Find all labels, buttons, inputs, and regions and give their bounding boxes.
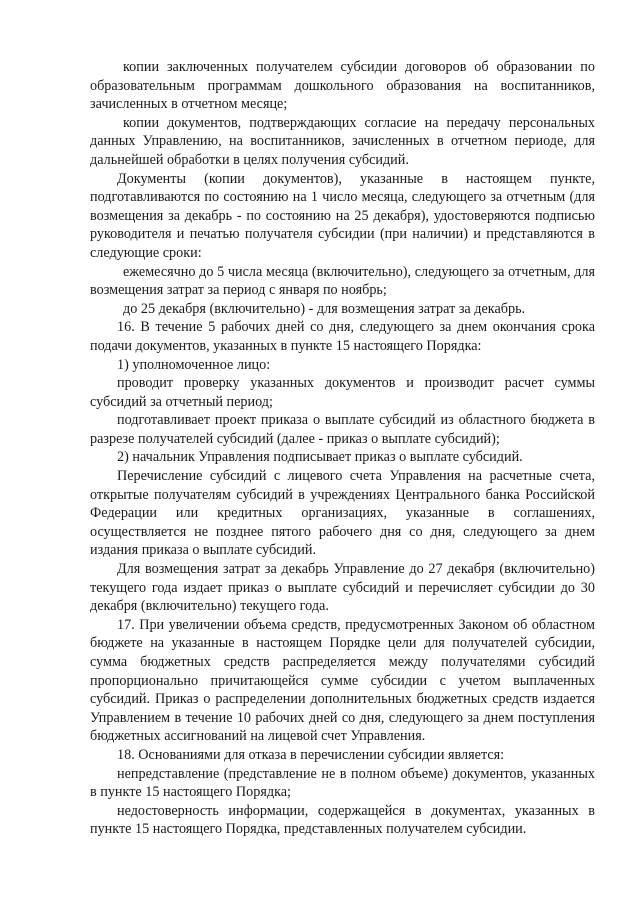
paragraph-item-17: 17. При увеличении объема средств, предусмотренных Законом об областном бюджете на указанные в настоящем Порядке цели для получателей субсидии, сумма бюджетных средств распределяется между получателями субсидий пропорционально причитающейся сумме субсидии с учетом выплаченных субсидий. Приказ о распределении дополнительных бюджетных средств издается Управлением в течение 10 рабочих дней со дня, следующего за днем поступления бюджетных ассигнований на лицевой счет Управления. xyxy=(90,616,595,745)
paragraph-authorized-person: 1) уполномоченное лицо: xyxy=(117,356,271,373)
paragraph-december-deadline: до 25 декабря (включительно) - для возмещения затрат за декабрь. xyxy=(123,300,526,317)
paragraph-check-documents: проводит проверку указанных документов и производит расчет суммы субсидий за отчетный период; xyxy=(90,375,595,410)
paragraph-documents-preparation: Документы (копии документов), указанные в настоящем пункте, подготавливаются по состоянию на 1 число месяца, следующего за отчетным (для возмещения за декабрь - по состоянию на 25 декабря), удостоверяются подписью руководителя и печатью получателя субсидии (при наличии) и представляются в следующие сроки: xyxy=(90,170,595,261)
paragraph-monthly-deadline: ежемесячно до 5 числа месяца (включительно), следующего за отчетным, для возмещения затрат за период с января по ноябрь; xyxy=(90,263,595,299)
paragraph-consent-copies: копии документов, подтверждающих согласие на передачу персональных данных Управлению, на воспитанников, зачисленных в отчетном периоде, для дальнейшей обработки в целях получения субсидий. xyxy=(90,114,595,168)
paragraph-contracts-copies: копии заключенных получателем субсидии договоров об образовании по образовательным программам дошкольного образования на воспитанников, зачисленных в отчетном месяце; xyxy=(90,59,595,113)
paragraph-non-submission: непредставление (представление не в полном объеме) документов, указанных в пункте 15 настоящего Порядка; xyxy=(90,765,595,801)
document-page xyxy=(90,58,595,839)
paragraph-head-signs: 2) начальник Управления подписывает приказ о выплате субсидий. xyxy=(117,449,523,466)
paragraph-item-18: 18. Основаниями для отказа в перечислении субсидии является: xyxy=(117,746,505,763)
paragraph-transfer-subsidies: Перечисление субсидий с лицевого счета Управления на расчетные счета, открытые получателям субсидий в учреждениях Центрального банка Российской Федерации или кредитных организациях, указанные в соглашениях, осуществляется не позднее пятого рабочего дня со дня, следующего за днем издания приказа о выплате субсидий. xyxy=(90,468,595,559)
paragraph-unreliable-info: недостоверность информации, содержащейся в документах, указанных в пункте 15 настоящего Порядка, представленных получателем субсидии. xyxy=(90,802,595,838)
paragraph-december-reimbursement: Для возмещения затрат за декабрь Управление до 27 декабря (включительно) текущего года издает приказ о выплате субсидий и перечисляет субсидии до 30 декабря (включительно) текущего года. xyxy=(90,561,595,615)
paragraph-draft-order: подготавливает проект приказа о выплате субсидий из областного бюджета в разрезе получателей субсидий (далее - приказ о выплате субсидий); xyxy=(90,412,595,447)
paragraph-item-16: 16. В течение 5 рабочих дней со дня, следующего за днем окончания срока подачи документов, указанных в пункте 15 настоящего Порядка: xyxy=(90,319,595,354)
